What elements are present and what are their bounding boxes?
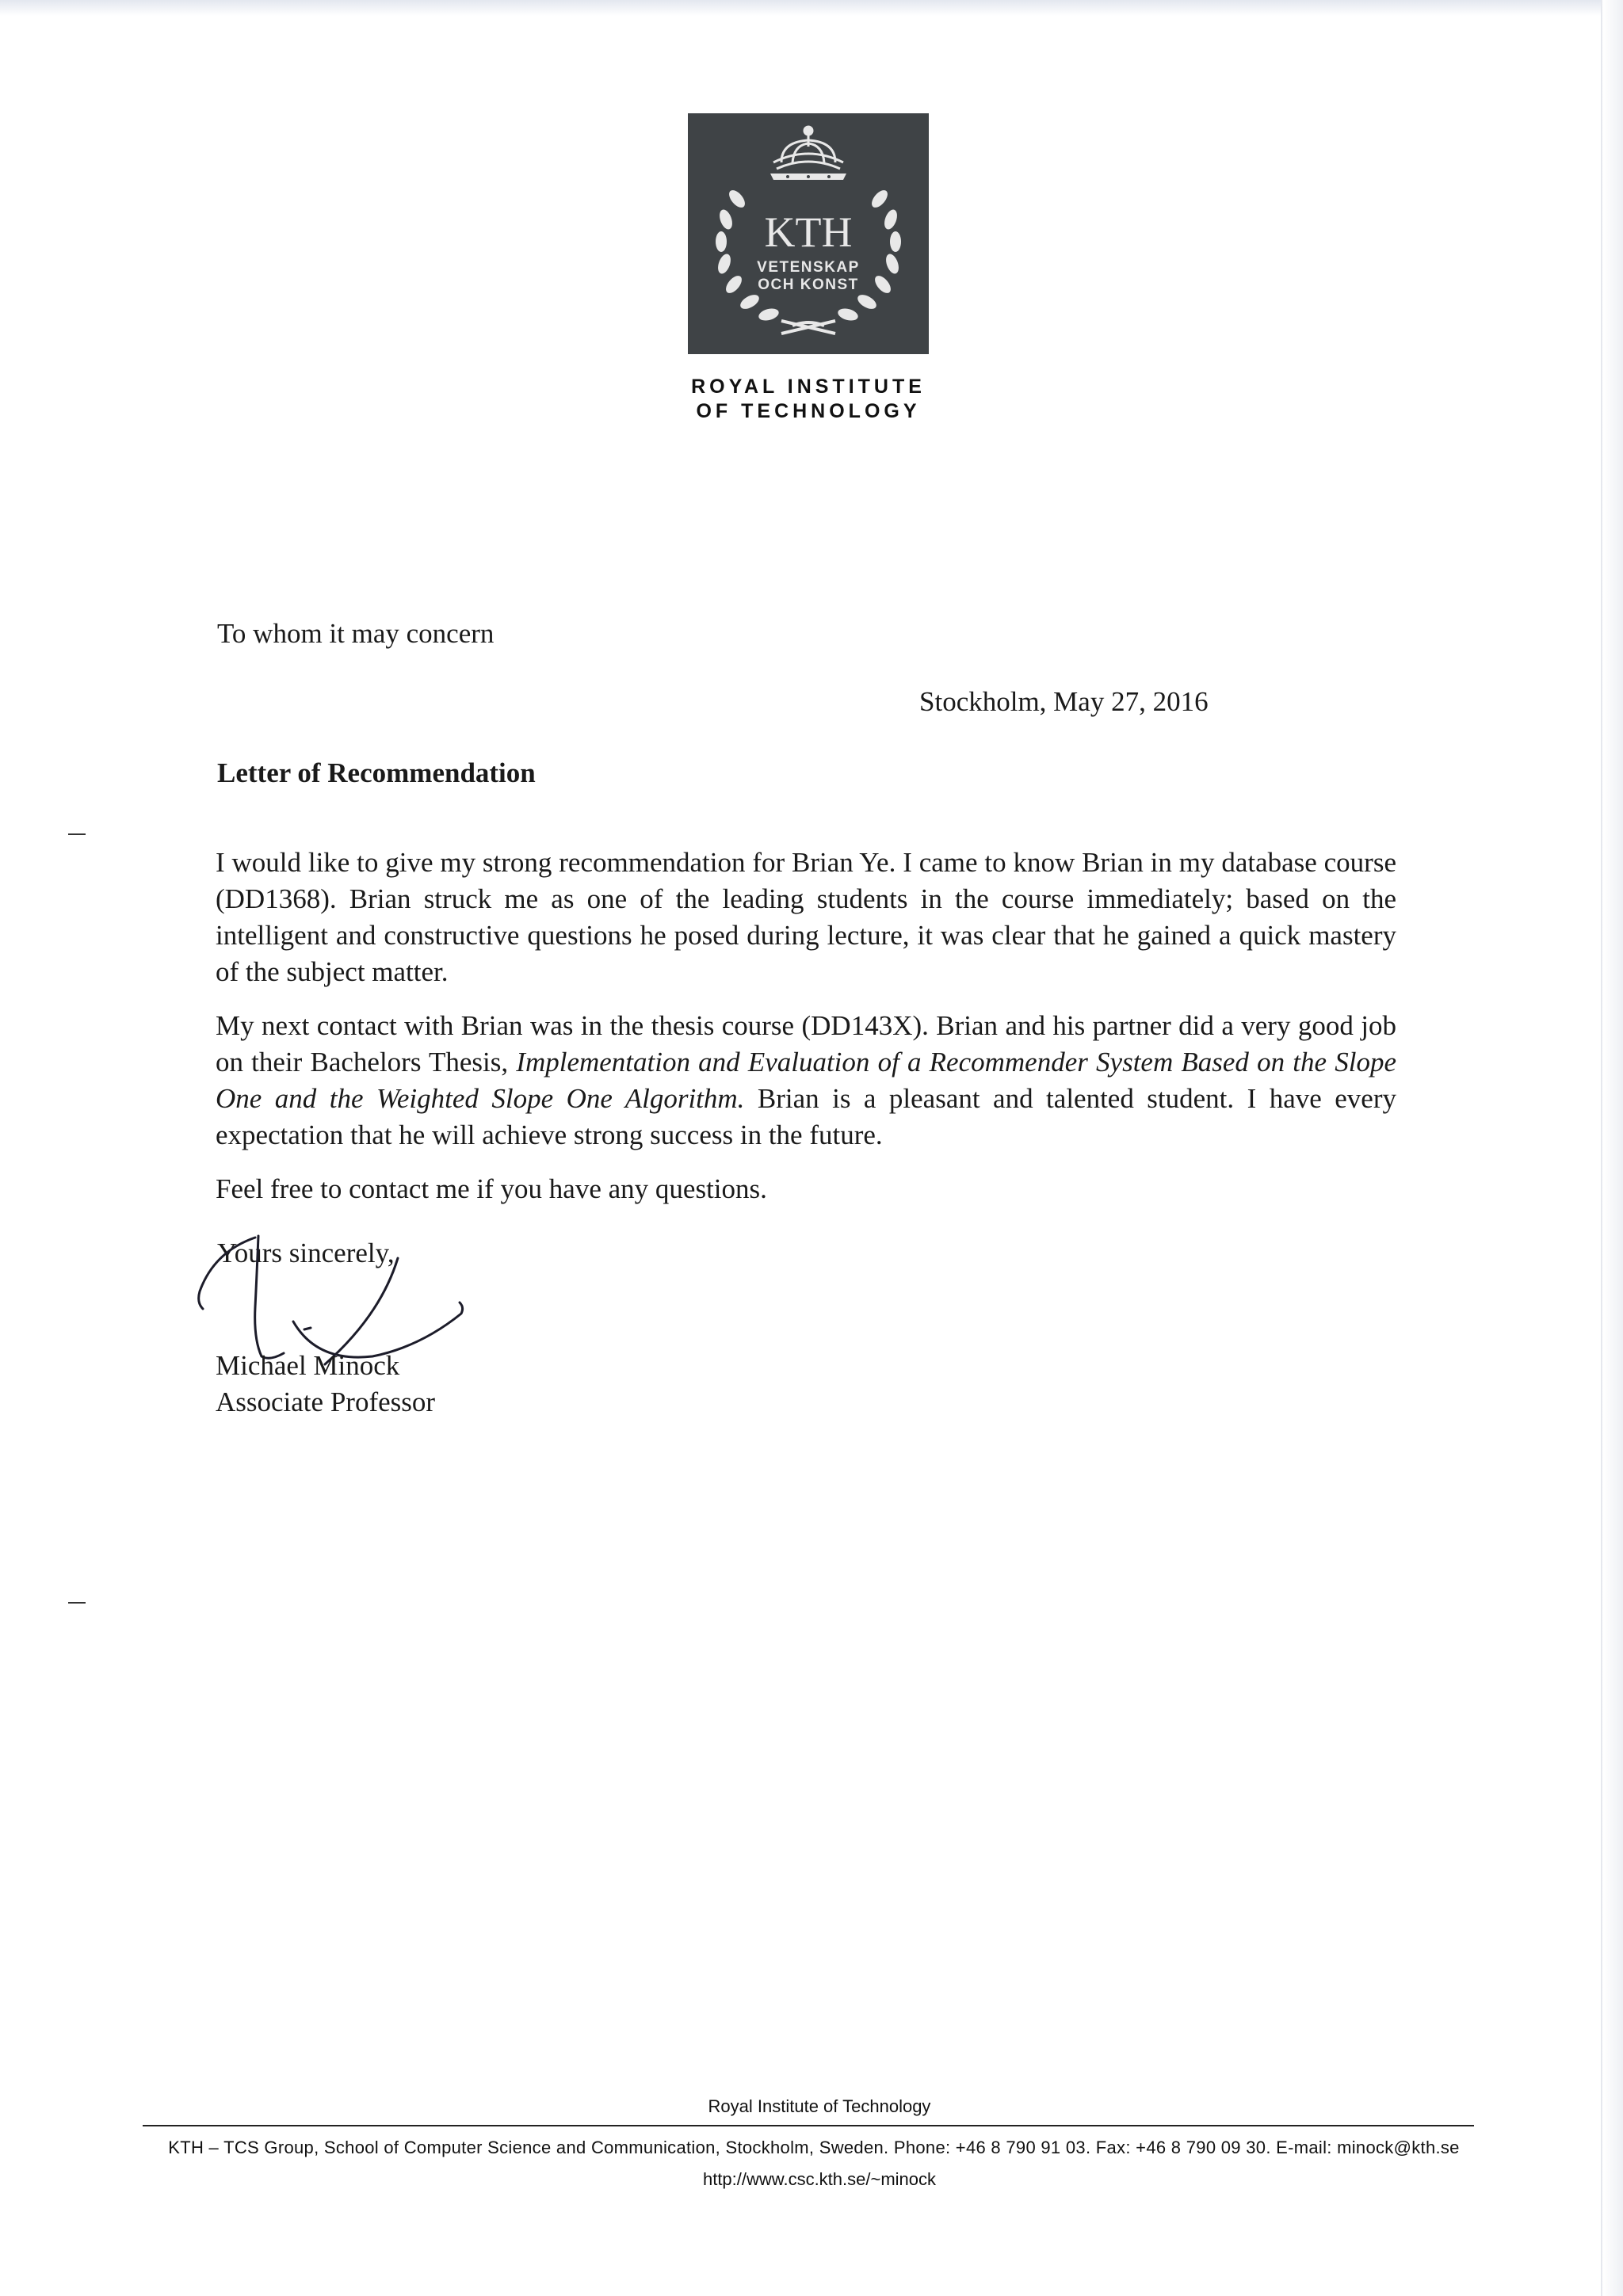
kth-crest-icon — [688, 113, 929, 354]
body-paragraph: Feel free to contact me if you have any questions. — [216, 1173, 767, 1204]
signer-name: Michael Minock — [216, 1350, 400, 1381]
body-paragraph — [216, 1008, 1396, 1154]
letter-subject: Letter of Recommendation — [217, 757, 536, 788]
logo-motto-line1: VETENSKAP — [757, 259, 860, 276]
thesis-title: Implementation and Evaluation of a Recommender System Based on the Slope One and the Weighted Slope One Algorithm. — [216, 1047, 1396, 1114]
margin-fold-mark — [68, 1602, 86, 1604]
institution-name — [650, 375, 967, 424]
signer-title: Associate Professor — [216, 1386, 436, 1417]
logo-motto-line2: OCH KONST — [758, 277, 859, 293]
page-top-edge — [0, 0, 1623, 16]
institution-line: ROYAL INSTITUTE — [691, 376, 926, 398]
footer-url: http://www.csc.kth.se/~minock — [702, 2169, 937, 2189]
footer-contact: KTH – TCS Group, School of Computer Science and Communication, Stockholm, Sweden. Phone: +46 8 790 91 03. Fax: +46 8 790 09 30. E-mail: minock@kth.se — [168, 2138, 1460, 2157]
place-date: Stockholm, May 27, 2016 — [919, 686, 1209, 717]
salutation: To whom it may concern — [217, 618, 495, 649]
margin-fold-mark — [68, 833, 86, 835]
paragraph-text: Brian is a pleasant and talented student. I have every expectation that he will achieve strong success in the future. — [216, 1083, 1396, 1150]
kth-logo — [688, 113, 929, 354]
institution-line: OF TECHNOLOGY — [696, 400, 921, 422]
footer-title: Royal Institute of Technology — [708, 2096, 931, 2116]
body-paragraph: I would like to give my strong recommendation for Brian Ye. I came to know Brian in my database course (DD1368). Brian struck me as one of the leading students in the course immediately; based on the intelligent and constructive questions he posed during lecture, it was clear that he gained a quick mastery of the subject matter. — [216, 847, 1396, 987]
footer-divider — [143, 2125, 1474, 2126]
letter-body — [216, 845, 1396, 1225]
logo-wordmark: KTH — [764, 208, 853, 256]
closing: Yours sincerely, — [217, 1238, 395, 1268]
page-right-edge — [1601, 0, 1623, 2296]
paragraph-text: My next contact with Brian was in the thesis course (DD143X). Brian and his partner did a very good job on their Bachelors Thesis, — [216, 1010, 1396, 1077]
